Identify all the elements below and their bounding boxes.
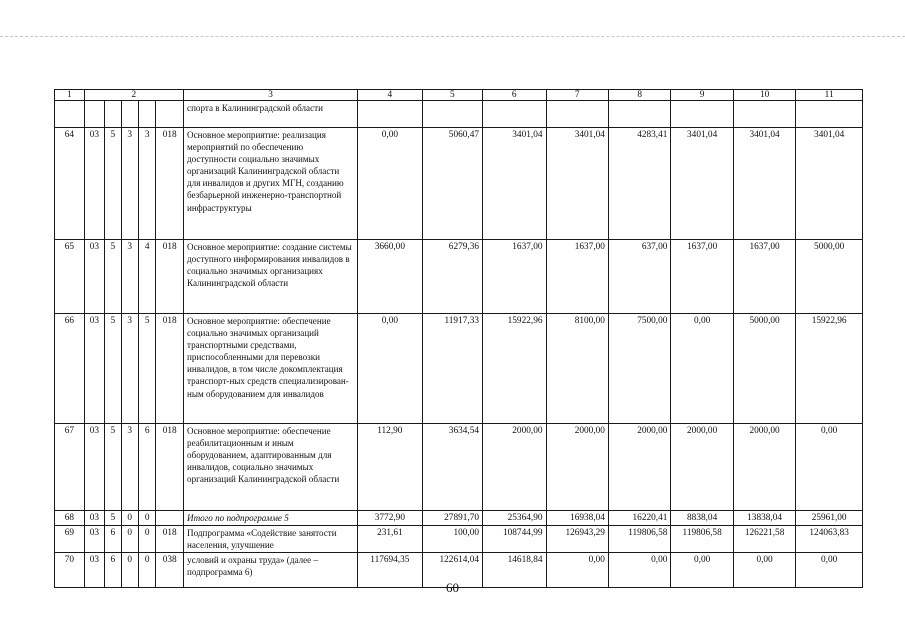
code-cell: 018 — [156, 526, 184, 553]
code-cell: 018 — [156, 240, 184, 314]
value-cell: 27891,70 — [422, 511, 482, 526]
code-cell: 5 — [105, 424, 121, 511]
value-cell: 25364,90 — [483, 511, 546, 526]
header-col-1: 1 — [55, 90, 85, 101]
value-cell: 0,00 — [358, 314, 423, 424]
code-cell: 03 — [84, 424, 104, 511]
code-cell: 0 — [138, 526, 155, 553]
table-row — [55, 240, 863, 314]
table-row — [55, 314, 863, 424]
header-col-11: 11 — [796, 90, 863, 101]
value-cell: 0,00 — [733, 553, 795, 588]
value-cell: 16938,04 — [546, 511, 608, 526]
code-cell: 5 — [105, 314, 121, 424]
value-cell: 100,00 — [422, 526, 482, 553]
value-cell: 2000,00 — [733, 424, 795, 511]
description-cell: Подпрограмма «Содействие занятости населения, улучшение — [184, 526, 358, 553]
value-cell: 2000,00 — [671, 424, 733, 511]
code-cell: 3 — [138, 128, 155, 240]
code-cell: 6 — [105, 553, 121, 588]
row-number: 67 — [55, 424, 85, 511]
value-cell: 0,00 — [796, 424, 863, 511]
code-cell: 0 — [121, 511, 138, 526]
code-cell: 4 — [138, 240, 155, 314]
value-cell: 126943,29 — [546, 526, 608, 553]
top-rule — [0, 36, 905, 37]
value-cell: 15922,96 — [483, 314, 546, 424]
value-cell: 119806,58 — [608, 526, 670, 553]
continuation-row — [55, 101, 863, 128]
code-cell: 0 — [138, 553, 155, 588]
table-row — [55, 424, 863, 511]
value-cell: 108744,99 — [483, 526, 546, 553]
value-cell: 5060,47 — [422, 128, 482, 240]
row-number: 70 — [55, 553, 85, 588]
value-cell: 16220,41 — [608, 511, 670, 526]
header-col-7: 7 — [546, 90, 608, 101]
code-cell: 3 — [121, 240, 138, 314]
code-cell: 03 — [84, 314, 104, 424]
value-cell: 126221,58 — [733, 526, 795, 553]
value-cell: 4283,41 — [608, 128, 670, 240]
code-cell: 03 — [84, 240, 104, 314]
code-cell: 6 — [105, 526, 121, 553]
value-cell: 117694,35 — [358, 553, 423, 588]
value-cell: 3660,00 — [358, 240, 423, 314]
code-cell: 0 — [121, 526, 138, 553]
description-cell: Основное мероприятие: обеспечение реабилитационным и иным оборудованием, адаптированным для инвалидов, социально значимых организаций Калининградской области — [184, 424, 358, 511]
value-cell: 2000,00 — [546, 424, 608, 511]
header-col-6: 6 — [483, 90, 546, 101]
value-cell: 3401,04 — [671, 128, 733, 240]
value-cell: 8100,00 — [546, 314, 608, 424]
code-cell: 03 — [84, 511, 104, 526]
description-cell: Основное мероприятие: обеспечение социально значимых организаций транспортными средствами, приспособленными для перевозки инвалидов, в том числе докомплектация транспорт-ных средств специализирован-ным оборудованием для инвалидов — [184, 314, 358, 424]
value-cell: 1637,00 — [733, 240, 795, 314]
code-cell: 038 — [156, 553, 184, 588]
value-cell: 0,00 — [608, 553, 670, 588]
value-cell: 3634,54 — [422, 424, 482, 511]
code-cell: 0 — [121, 553, 138, 588]
value-cell: 2000,00 — [608, 424, 670, 511]
table-row — [55, 128, 863, 240]
code-cell: 5 — [105, 511, 121, 526]
code-cell: 03 — [84, 128, 104, 240]
page-number: 60 — [446, 580, 459, 595]
value-cell: 11917,33 — [422, 314, 482, 424]
value-cell: 5000,00 — [733, 314, 795, 424]
value-cell: 3401,04 — [483, 128, 546, 240]
value-cell: 15922,96 — [796, 314, 863, 424]
value-cell: 0,00 — [671, 553, 733, 588]
value-cell: 1637,00 — [671, 240, 733, 314]
code-cell: 018 — [156, 424, 184, 511]
header-col-5: 5 — [422, 90, 482, 101]
code-cell: 5 — [138, 314, 155, 424]
value-cell: 3772,90 — [358, 511, 423, 526]
row-number: 69 — [55, 526, 85, 553]
header-row — [55, 90, 863, 101]
value-cell: 7500,00 — [608, 314, 670, 424]
value-cell: 0,00 — [358, 128, 423, 240]
value-cell: 0,00 — [796, 553, 863, 588]
value-cell: 119806,58 — [671, 526, 733, 553]
code-cell: 018 — [156, 128, 184, 240]
header-col-3: 3 — [184, 90, 358, 101]
description-cell: Итого по подпрограмме 5 — [184, 511, 358, 526]
code-cell: 018 — [156, 314, 184, 424]
budget-table — [54, 89, 863, 588]
value-cell: 231,61 — [358, 526, 423, 553]
value-cell: 3401,04 — [796, 128, 863, 240]
code-cell: 6 — [138, 424, 155, 511]
value-cell: 122614,04 — [422, 553, 482, 588]
value-cell: 0,00 — [546, 553, 608, 588]
code-cell: 3 — [121, 314, 138, 424]
row-number: 66 — [55, 314, 85, 424]
value-cell: 6279,36 — [422, 240, 482, 314]
value-cell: 3401,04 — [546, 128, 608, 240]
value-cell: 13838,04 — [733, 511, 795, 526]
code-cell: 3 — [121, 128, 138, 240]
table-row — [55, 526, 863, 553]
code-cell: 5 — [105, 128, 121, 240]
value-cell: 8838,04 — [671, 511, 733, 526]
value-cell: 25961,00 — [796, 511, 863, 526]
table-row — [55, 511, 863, 526]
value-cell: 1637,00 — [546, 240, 608, 314]
value-cell: 14618,84 — [483, 553, 546, 588]
description-cell: условий и охраны труда» (далее – подпрограмма 6) — [184, 553, 358, 588]
description-cell: Основное мероприятие: реализация мероприятий по обеспечению доступности социально значимых организаций Калининградской области для инвалидов и других МГН, созданию безбарьерной инженерно-транспортной инфраструктуры — [184, 128, 358, 240]
code-cell: 03 — [84, 526, 104, 553]
code-cell: 5 — [105, 240, 121, 314]
header-col-4: 4 — [358, 90, 423, 101]
value-cell: 112,90 — [358, 424, 423, 511]
row-number: 64 — [55, 128, 85, 240]
code-cell: 03 — [84, 553, 104, 588]
header-col-2: 2 — [84, 90, 183, 101]
header-col-10: 10 — [733, 90, 795, 101]
code-cell: 0 — [138, 511, 155, 526]
row-number: 65 — [55, 240, 85, 314]
value-cell: 2000,00 — [483, 424, 546, 511]
row-number: 68 — [55, 511, 85, 526]
value-cell: 124063,83 — [796, 526, 863, 553]
continuation-text: спорта в Калининградской области — [184, 101, 358, 128]
code-cell — [156, 511, 184, 526]
header-col-9: 9 — [671, 90, 733, 101]
code-cell: 3 — [121, 424, 138, 511]
header-col-8: 8 — [608, 90, 670, 101]
description-cell: Основное мероприятие: создание системы доступного информирования инвалидов в социально значимых организациях Калининградской области — [184, 240, 358, 314]
value-cell: 0,00 — [671, 314, 733, 424]
value-cell: 3401,04 — [733, 128, 795, 240]
value-cell: 1637,00 — [483, 240, 546, 314]
value-cell: 637,00 — [608, 240, 670, 314]
value-cell: 5000,00 — [796, 240, 863, 314]
